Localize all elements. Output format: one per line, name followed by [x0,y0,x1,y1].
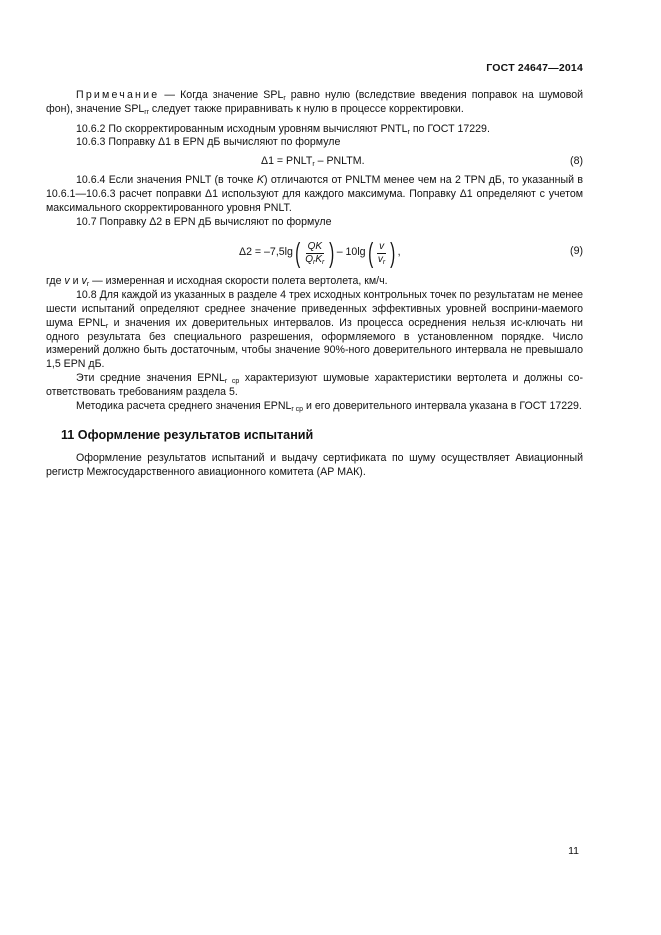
note-label: Примечание [76,89,160,101]
formula-8 [46,152,583,170]
formula-8-number: (8) [570,155,583,168]
paragraph-average-values: Эти средние значения $EPNL_{r ср}$ характеризуют шумовые характеристики вертолета и должны со-ответствовать требованиям раздела 5. [46,371,584,398]
paragraph-10-7: 10.7 Поправку Δ2 в EPN дБ вычисляют по формуле [76,215,332,228]
document-header-code: ГОСТ 24647—2014 [486,62,583,74]
fraction-qk: $\frac{QK}{Q_rK_r}$ [305,240,325,266]
paragraph-10-6-2: 10.6.2 По скорректированным исходным уровням вычисляют $PNTL_r$ по ГОСТ 17229. [76,122,490,136]
paragraph-10-6-3: 10.6.3 Поправку Δ1 в EPN дБ вычисляют по формуле [76,136,341,149]
formula-8-expression: $\Delta 1 = PNLT_r$ – PNLTM. [261,155,365,169]
paragraph-section-11: Оформление результатов испытаний и выдачу сертификата по шуму осуществляет Авиационный регистр Межгосударственного авиационного комитета (АР МАК). [46,452,583,478]
formula-9-number: (9) [570,245,583,258]
section-11-heading: 11 Оформление результатов испытаний [61,428,314,443]
document-body [46,89,583,480]
note-paragraph: Примечание — Когда значение $SPL_r$ равно нулю (вследствие введения поправок на шумовой фон), значение $SPL_{rr}$ следует также приравнивать к нулю в процессе корректировки. [46,89,584,116]
formula-9-expression: Δ2 = –7,5lg ( $\frac{QK}{Q_rK_r}$ ) – 10lg ( $\frac{v}{v_r}$ ) , [239,237,401,269]
paragraph-10-6-4: 10.6.4 Если значения PNLT (в точке K) отличаются от PNLTM менее чем на 2 TPN дБ, то указанный в 10.6.1—10.6.3 расчет поправки Δ1 используют для каждого максимума. Поправку Δ1 определяют с учетом максимального скорректированного уровня PNLT. [46,174,583,214]
paragraph-10-8: 10.8 Для каждой из указанных в разделе 4 трех исходных контрольных точек по результатам не менее шести испытаний определяют среднее значение приведенных эффективных уровней восприни-маемого шума $EPNL_r$ и значения их доверительных интервалов. Из процесса осреднения нельзя ис-ключать ни одного результата без специального разрешения, оформляемого в установленном порядке. Число измерений должно быть достаточным, чтобы значение 90%-ного доверительного интервала не превышало 1,5 EPN дБ. [46,289,583,371]
paragraph-method: Методика расчета среднего значения $EPNL_{r ср}$ и его доверительного интервала указана в ГОСТ 17229. [76,399,582,413]
fraction-v: $\frac{v}{v_r}$ [377,240,386,266]
formula-9 [46,231,583,275]
where-paragraph: где v и $v_r$ — измеренная и исходная скорости полета вертолета, км/ч. [46,275,388,289]
page-number: 11 [568,845,579,857]
